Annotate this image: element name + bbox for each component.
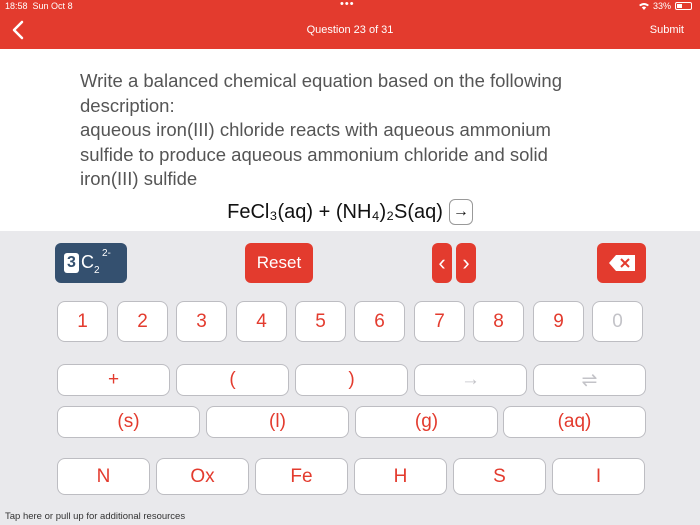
arrow-cursor[interactable]: → (449, 199, 473, 225)
element-key-h[interactable]: H (354, 458, 447, 495)
status-time: 18:58 Sun Oct 8 (5, 1, 73, 11)
equilibrium-arrow-key[interactable]: ⇌ (533, 364, 646, 396)
state-liquid-key[interactable]: (l) (206, 406, 349, 438)
reaction-arrow-key[interactable]: → (414, 364, 527, 396)
state-solid-key[interactable]: (s) (57, 406, 200, 438)
element-key-fe[interactable]: Fe (255, 458, 348, 495)
multitask-dots: ••• (340, 0, 355, 10)
reset-button[interactable]: Reset (245, 243, 313, 283)
element-key-n[interactable]: N (57, 458, 150, 495)
chemistry-keypad (0, 231, 700, 507)
open-paren-key[interactable]: ( (176, 364, 289, 396)
question-panel (0, 49, 700, 231)
close-paren-key[interactable]: ) (295, 364, 408, 396)
resources-pull-tab[interactable] (0, 507, 700, 525)
battery-percent: 33% (652, 1, 671, 11)
mode-toggle-button[interactable]: 3 C 2 2- (55, 243, 127, 283)
digit-key-9[interactable]: 9 (533, 301, 584, 342)
question-text: Write a balanced chemical equation based on the following description: aqueous iron(III) chloride reacts with aqueous ammonium sulfide to produce aqueous ammonium chloride and solid iron(III) sulfide (80, 70, 562, 189)
battery-icon (675, 2, 692, 10)
digit-key-0[interactable]: 0 (592, 301, 643, 342)
digit-key-2[interactable]: 2 (117, 301, 168, 342)
wifi-icon (639, 2, 649, 10)
equation-left-side: FeCl₃(aq) + (NH₄)₂S(aq) (227, 200, 443, 223)
state-aqueous-key[interactable]: (aq) (503, 406, 646, 438)
digit-key-1[interactable]: 1 (57, 301, 108, 342)
backspace-icon (609, 255, 635, 271)
digit-key-8[interactable]: 8 (473, 301, 524, 342)
state-gas-key[interactable]: (g) (355, 406, 498, 438)
digit-key-4[interactable]: 4 (236, 301, 287, 342)
element-key-s[interactable]: S (453, 458, 546, 495)
status-bar (0, 0, 700, 13)
digit-key-6[interactable]: 6 (354, 301, 405, 342)
delete-button[interactable] (597, 243, 646, 283)
digit-key-3[interactable]: 3 (176, 301, 227, 342)
submit-button[interactable]: Submit (649, 24, 684, 36)
element-key-ox[interactable]: Ox (156, 458, 249, 495)
answer-equation[interactable] (0, 199, 700, 225)
plus-key[interactable]: + (57, 364, 170, 396)
status-right (639, 1, 692, 11)
question-counter: Question 23 of 31 (306, 24, 394, 36)
digit-key-7[interactable]: 7 (414, 301, 465, 342)
resources-hint-text: Tap here or pull up for additional resources (5, 511, 186, 522)
cursor-right-button[interactable]: › (456, 243, 476, 283)
digit-key-5[interactable]: 5 (295, 301, 346, 342)
cursor-left-button[interactable]: ‹ (432, 243, 452, 283)
element-key-i[interactable]: I (552, 458, 645, 495)
top-bar (0, 13, 700, 49)
